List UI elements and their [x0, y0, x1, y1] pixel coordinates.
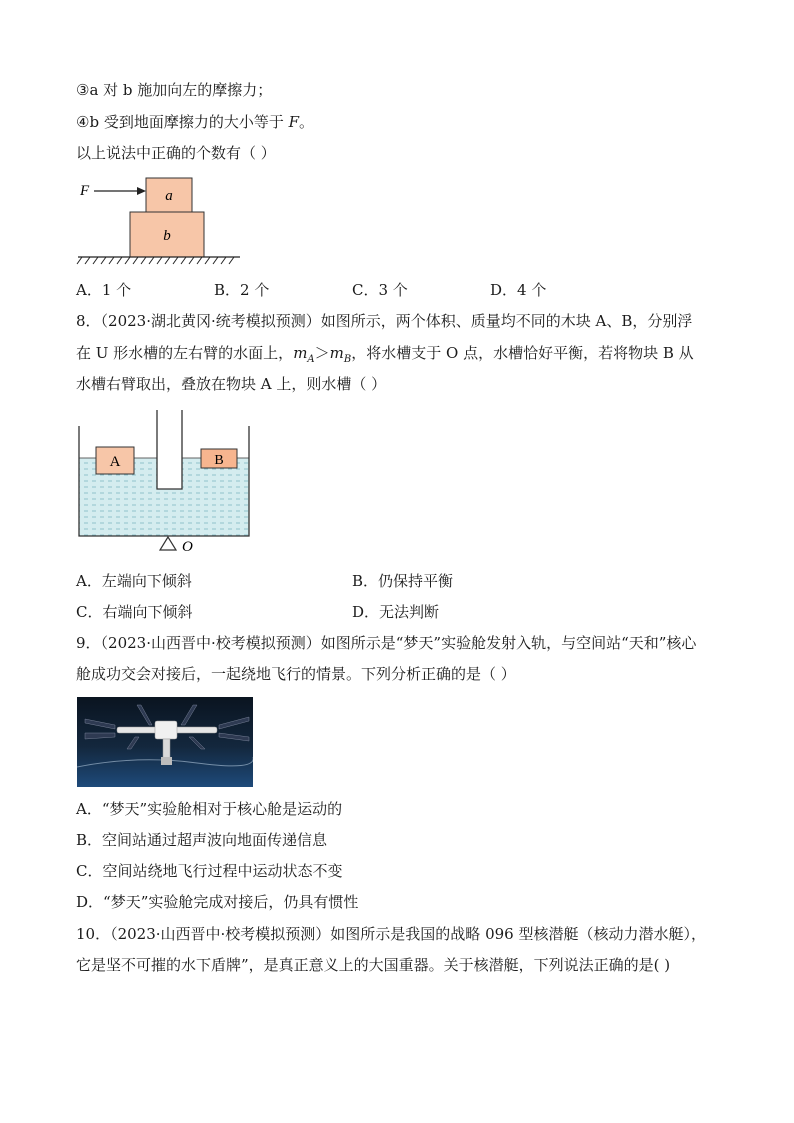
q8-stem-line-2-text: 在 U 形水槽的左右臂的水面上， — [76, 344, 294, 362]
q8-pivot-triangle — [160, 537, 176, 550]
q8-mass-a: $m_A$ — [293, 344, 315, 365]
q7-ground-hatching — [77, 257, 234, 264]
q8-option-b: B．仍保持平衡 — [352, 572, 454, 590]
q7-statement-3: ③a 对 b 施加向左的摩擦力； — [76, 81, 273, 99]
q8-tank-divider — [157, 410, 182, 489]
q8-figure-u-tank — [76, 406, 254, 556]
q7-force-label: F — [80, 183, 90, 199]
q9-stem-line-1: 9．（2023·山西晋中·校考模拟预测）如图所示是“梦天”实验舱发射入轨，与空间站“天和”核心 — [76, 634, 697, 652]
q9-option-a: A．“梦天”实验舱相对于核心舱是运动的 — [76, 800, 343, 818]
q8-greater-than: ＞ — [314, 344, 330, 362]
q7-question: 以上说法中正确的个数有（ ） — [76, 144, 276, 162]
q8-stem-line-3: 水槽右臂取出，叠放在物块 A 上，则水槽（ ） — [76, 375, 387, 393]
q7-option-c: C．3 个 — [352, 281, 408, 299]
q7-figure-blocks — [76, 174, 246, 269]
q7-block-b-label: b — [163, 228, 171, 244]
q8-block-b-label: B — [214, 453, 224, 468]
q8-option-a: A．左端向下倾斜 — [76, 572, 192, 590]
q7-statement-4-end: 。 — [299, 113, 315, 131]
q8-block-a-label: A — [109, 454, 121, 470]
q9-space-station-photo — [77, 697, 253, 787]
q10-stem-line-2: 它是坚不可摧的水下盾牌”，是真正意义上的大国重器。关于核潜艇，下列说法正确的是( ) — [76, 956, 671, 974]
q8-stem-line-2-end: ，将水槽支于 O 点，水槽恰好平衡，若将物块 B 从 — [351, 344, 694, 362]
q7-option-d: D．4 个 — [490, 281, 547, 299]
q8-stem-line-2 — [76, 343, 694, 370]
q8-option-d: D．无法判断 — [352, 603, 440, 621]
q7-force-variable: F — [288, 113, 300, 131]
q7-block-a-label: a — [165, 188, 173, 204]
q7-option-a: A．1 个 — [76, 281, 132, 299]
q9-option-b: B．空间站通过超声波向地面传递信息 — [76, 831, 328, 849]
q9-option-c: C．空间站绕地飞行过程中运动状态不变 — [76, 862, 343, 880]
q8-pivot-label: O — [182, 539, 193, 555]
q9-option-d: D．“梦天”实验舱完成对接后，仍具有惯性 — [76, 893, 359, 911]
q10-stem-line-1: 10．（2023·山西晋中·校考模拟预测）如图所示是我国的战略 096 型核潜艇（核动力潜水艇）， — [76, 925, 706, 943]
q9-stem-line-2: 舱成功交会对接后，一起绕地飞行的情景。下列分析正确的是（ ） — [76, 665, 516, 683]
q7-force-arrowhead — [137, 187, 146, 195]
q8-option-c: C．右端向下倾斜 — [76, 603, 193, 621]
q8-stem-line-1: 8．（2023·湖北黄冈·统考模拟预测）如图所示，两个体积、质量均不同的木块 A、B，分别浮 — [76, 312, 693, 330]
q8-mass-b: $m_B$ — [329, 344, 352, 365]
q7-statement-4-text: ④b 受到地面摩擦力的大小等于 — [76, 113, 289, 131]
q7-statement-4 — [76, 112, 314, 132]
q7-option-b: B．2 个 — [214, 281, 270, 299]
